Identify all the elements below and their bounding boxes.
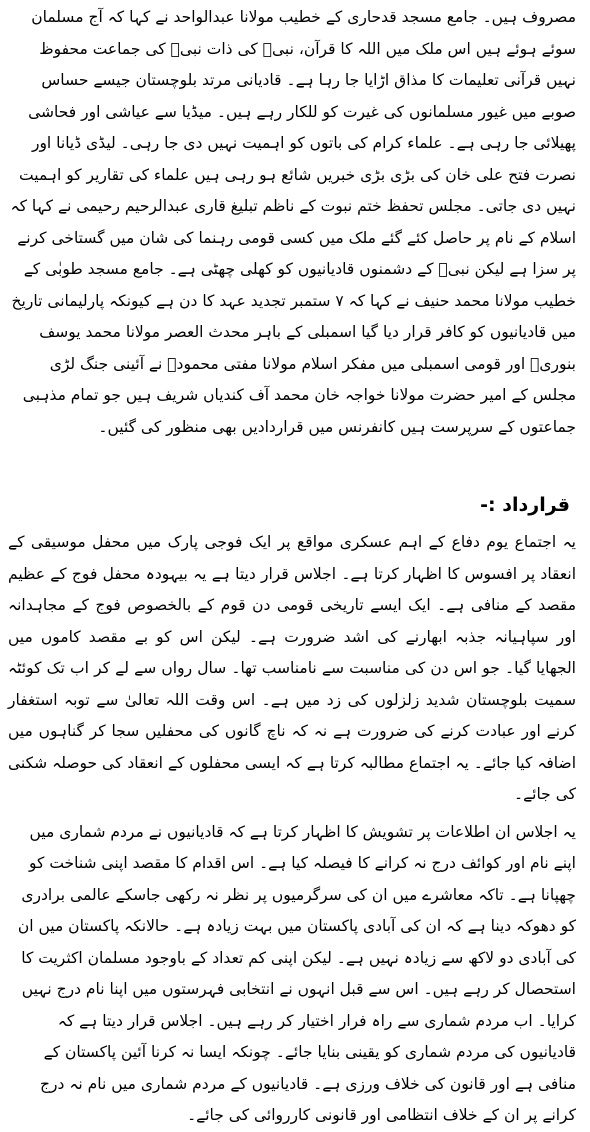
section-heading-resolution: قرارداد :- (480, 494, 570, 516)
paragraph-resolution-music-event: یہ اجتماع یوم دفاع کے اہم عسکری مواقع پر ایک فوجی پارک میں محفل موسیقی کے انعقاد پر افسوس کا اظہار کرتا ہے۔ اجلاس قرار دیتا ہے یہ بیہودہ محفل فوج کے عظیم مقصد کے منافی ہے۔ ایک ایسے تاریخی قومی دن قوم کے بالخصوص فوج کے مجاہدانہ اور سپاہیانہ جذبہ ابھارنے کی اشد ضرورت ہے۔ لیکن اس کو بے مقصد کاموں میں الجھایا گیا۔ جو اس دن کی مناسبت سے نامناسب تھا۔ سال رواں سے لے کر اب تک کوئٹہ سمیت بلوچستان شدید زلزلوں کی زد میں ہے۔ اس وقت اللہ تعالیٰ سے توبہ استغفار کرنے اور عبادت کرنے کی ضرورت ہے نہ کہ ناچ گانوں کی محفلیں سجا کر گناہوں میں اضافہ کیا جائے۔ یہ اجتماع مطالبہ کرتا ہے کہ ایسی محفلوں کے انعقاد کی حوصلہ شکنی کی جائے۔ (8, 533, 576, 803)
paragraph-conference-speeches: مصروف ہیں۔ جامع مسجد قدحاری کے خطیب مولانا عبدالواحد نے کہا کہ آج مسلمان سوئے ہوئے ہیں اس ملک میں اللہ کا قرآن، نبیؐ کی ذات نبیؐ کی جماعت محفوظ نہیں قرآنی تعلیمات کا مذاق اڑایا جا رہا ہے۔ قادیانی مرتد بلوچستان جیسے حساس صوبے میں غیور مسلمانوں کی غیرت کو للکار رہے ہیں۔ میڈیا سے عیاشی اور فحاشی پھیلائی جا رہی ہے۔ علماء کرام کی باتوں کو اہمیت نہیں دی جا رہی۔ لیڈی ڈیانا اور نصرت فتح علی خان کی بڑی بڑی خبریں شائع ہو رہی ہیں علماء کی تقاریر کو اہمیت نہیں دی جاتی۔ مجلس تحفظ ختم نبوت کے ناظم تبلیغ قاری عبدالرحیم رحیمی نے کہا کہ اسلام کے نام پر حاصل کئے گئے ملک میں کسی قومی رہنما کی شان میں گستاخی کرنے پر سزا ہے لیکن نبیؐ کے دشمنوں قادیانیوں کو کھلی چھٹی ہے۔ جامع مسجد طوبٰی کے خطیب مولانا محمد حنیف نے کہا کہ ۷ ستمبر تجدید عہد کا دن ہے کیونکہ پارلیمانی تاریخ میں قادیانیوں کو کافر قرار دیا گیا اسمبلی کے باہر محدث العصر مولانا محمد یوسف بنوریؒ اور قومی اسمبلی میں مفکر اسلام مولانا مفتی محمودؒ نے آئینی جنگ لڑی مجلس کے امیر حضرت مولانا خواجہ خان محمد آف کندیاں شریف ہیں جو تمام مذہبی جماعتوں کے سرپرست ہیں کانفرنس میں قراردادیں بھی منظور کی گئیں۔ (10, 8, 576, 436)
paragraph-resolution-census: یہ اجلاس ان اطلاعات پر تشویش کا اظہار کرتا ہے کہ قادیانیوں نے مردم شماری میں اپنے نام اور کوائف درج نہ کرانے کا فیصلہ کیا ہے۔ اس اقدام کا مقصد اپنی شناخت کو چھپانا ہے۔ تاکہ معاشرے میں ان کی سرگرمیوں پر نظر نہ رکھی جاسکے عالمی برادری کو دھوکہ دینا ہے کہ ان کی آبادی پاکستان میں بہت زیادہ ہے۔ حالانکہ پاکستان میں ان کی آبادی دو لاکھ سے زیادہ نہیں ہے۔ لیکن اپنی کم تعداد کے باوجود مسلمان اکثریت کا استحصال کر رہے ہیں۔ اس سے قبل انہوں نے انتخابی فہرستوں میں اپنا نام درج نہیں کرایا۔ اب مردم شماری سے راہ فرار اختیار کر رہے ہیں۔ اجلاس قرار دیتا ہے کہ قادیانیوں کی مردم شماری کو یقینی بنایا جائے۔ چونکہ ایسا نہ کرنا آئین پاکستان کے منافی ہے اور قانون کی خلاف ورزی ہے۔ قادیانیوں کے مردم شماری میں نام نہ درج کرانے پر ان کے خلاف انتظامی اور قانونی کارروائی کی جائے۔ (17, 822, 576, 1124)
